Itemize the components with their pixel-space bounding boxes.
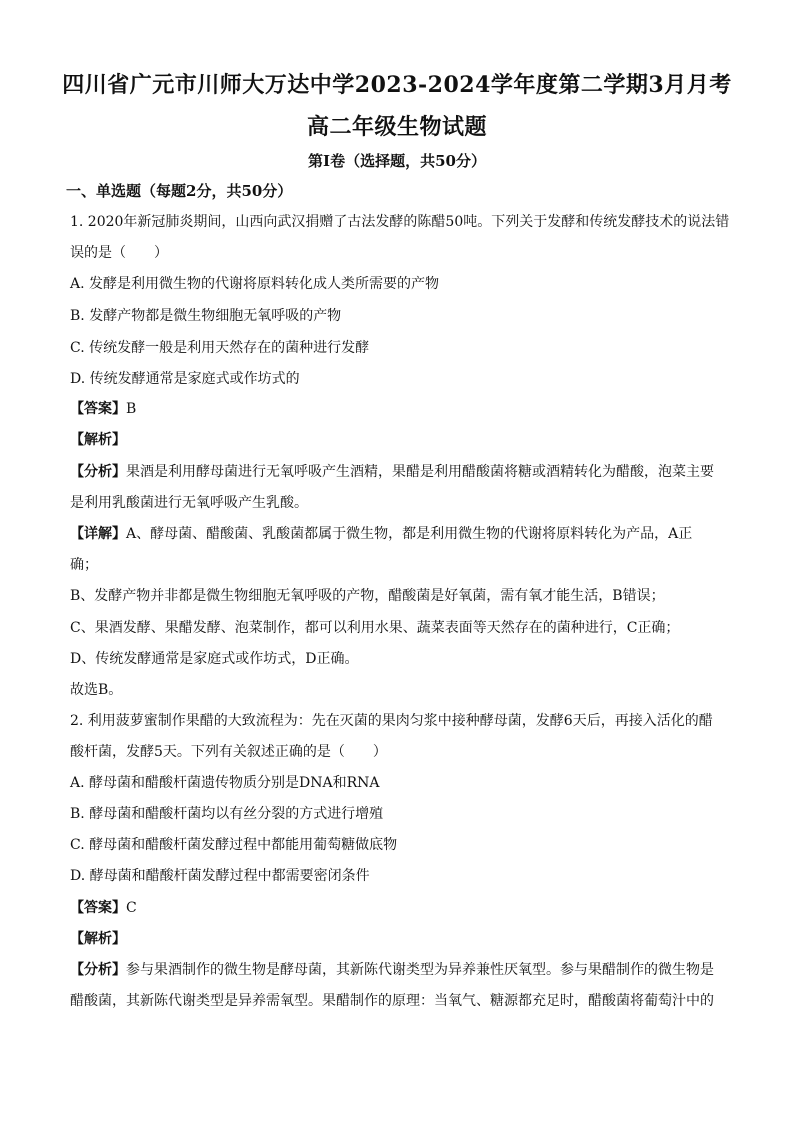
q1-answer: [70, 399, 730, 419]
answer-value: B: [126, 401, 137, 417]
q1-stem-line1: 1. 2020年新冠肺炎期间，山西向武汉捐赠了古法发酵的陈醋50吨。下列关于发酵和传统发酵技术的说法错: [70, 214, 730, 230]
detail-text: A、酵母菌、醋酸菌、乳酸菌都属于微生物，都是利用微生物的代谢将原料转化为产品，A正: [126, 526, 693, 542]
q2-answer: [70, 898, 730, 918]
section-heading: 一、单选题（每题2分，共50分）: [66, 182, 293, 200]
q2-fenxi-line2: 醋酸菌，其新陈代谢类型是异养需氧型。果醋制作的原理：当氧气、糖源都充足时，醋酸菌将葡萄汁中的: [70, 993, 714, 1009]
q1-option-d: D. 传统发酵通常是家庭式或作坊式的: [70, 371, 300, 387]
q2-option-b: B. 酵母菌和醋酸杆菌均以有丝分裂的方式进行增殖: [70, 806, 384, 822]
xiangjie-tag: 【详解】: [70, 526, 126, 542]
part-heading: 第Ⅰ卷（选择题，共50分）: [308, 152, 486, 170]
q1-fenxi-line1: [70, 462, 730, 482]
exam-title-line2: 高二年级生物试题: [306, 114, 487, 140]
q2-option-a: A. 酵母菌和醋酸杆菌遗传物质分别是DNA和RNA: [70, 775, 380, 791]
q2-analysis-tag: 【解析】: [70, 931, 126, 947]
answer-tag: 【答案】: [70, 401, 126, 417]
q1-detail-line1: [70, 524, 730, 544]
q1-stem-line2: 误的是（ ）: [70, 245, 168, 261]
answer-value: C: [126, 900, 137, 916]
q1-option-b: B. 发酵产物都是微生物细胞无氧呼吸的产物: [70, 308, 342, 324]
fenxi-text: 果酒是利用酵母菌进行无氧呼吸产生酒精，果醋是利用醋酸菌将糖或酒精转化为醋酸，泡菜主要: [126, 464, 714, 480]
q1-conclusion: 故选B。: [70, 682, 123, 698]
exam-title-line1: 四川省广元市川师大万达中学2023-2024学年度第二学期3月月考: [62, 72, 732, 98]
fenxi-text: 参与果酒制作的微生物是酵母菌，其新陈代谢类型为异养兼性厌氧型。参与果醋制作的微生物是: [126, 962, 714, 978]
q1-analysis-tag: 【解析】: [70, 432, 126, 448]
q2-option-c: C. 酵母菌和醋酸杆菌发酵过程中都能用葡萄糖做底物: [70, 837, 398, 853]
q1-fenxi-line2: 是利用乳酸菌进行无氧呼吸产生乳酸。: [70, 495, 308, 511]
q1-detail-line3: B、发酵产物并非都是微生物细胞无氧呼吸的产物，醋酸菌是好氧菌，需有氧才能生活，B错误；: [70, 588, 665, 604]
fenxi-tag: 【分析】: [70, 962, 126, 978]
q2-fenxi-line1: [70, 960, 730, 980]
q1-detail-line4: C、果酒发酵、果醋发酵、泡菜制作，都可以利用水果、蔬菜表面等天然存在的菌种进行，C正确；: [70, 620, 680, 636]
q2-stem-line1: 2. 利用菠萝蜜制作果醋的大致流程为：先在灭菌的果肉匀浆中接种酵母菌，发酵6天后，再接入活化的醋: [70, 713, 713, 729]
answer-tag: 【答案】: [70, 900, 126, 916]
fenxi-tag: 【分析】: [70, 464, 126, 480]
q1-detail-line2: 确；: [70, 557, 98, 573]
q1-option-c: C. 传统发酵一般是利用天然存在的菌种进行发酵: [70, 340, 370, 356]
q2-option-d: D. 酵母菌和醋酸杆菌发酵过程中都需要密闭条件: [70, 868, 370, 884]
q1-option-a: A. 发酵是利用微生物的代谢将原料转化成人类所需要的产物: [70, 276, 440, 292]
q1-detail-line5: D、传统发酵通常是家庭式或作坊式，D正确。: [70, 651, 359, 667]
q2-stem-line2: 酸杆菌，发酵5天。下列有关叙述正确的是（ ）: [70, 744, 387, 760]
